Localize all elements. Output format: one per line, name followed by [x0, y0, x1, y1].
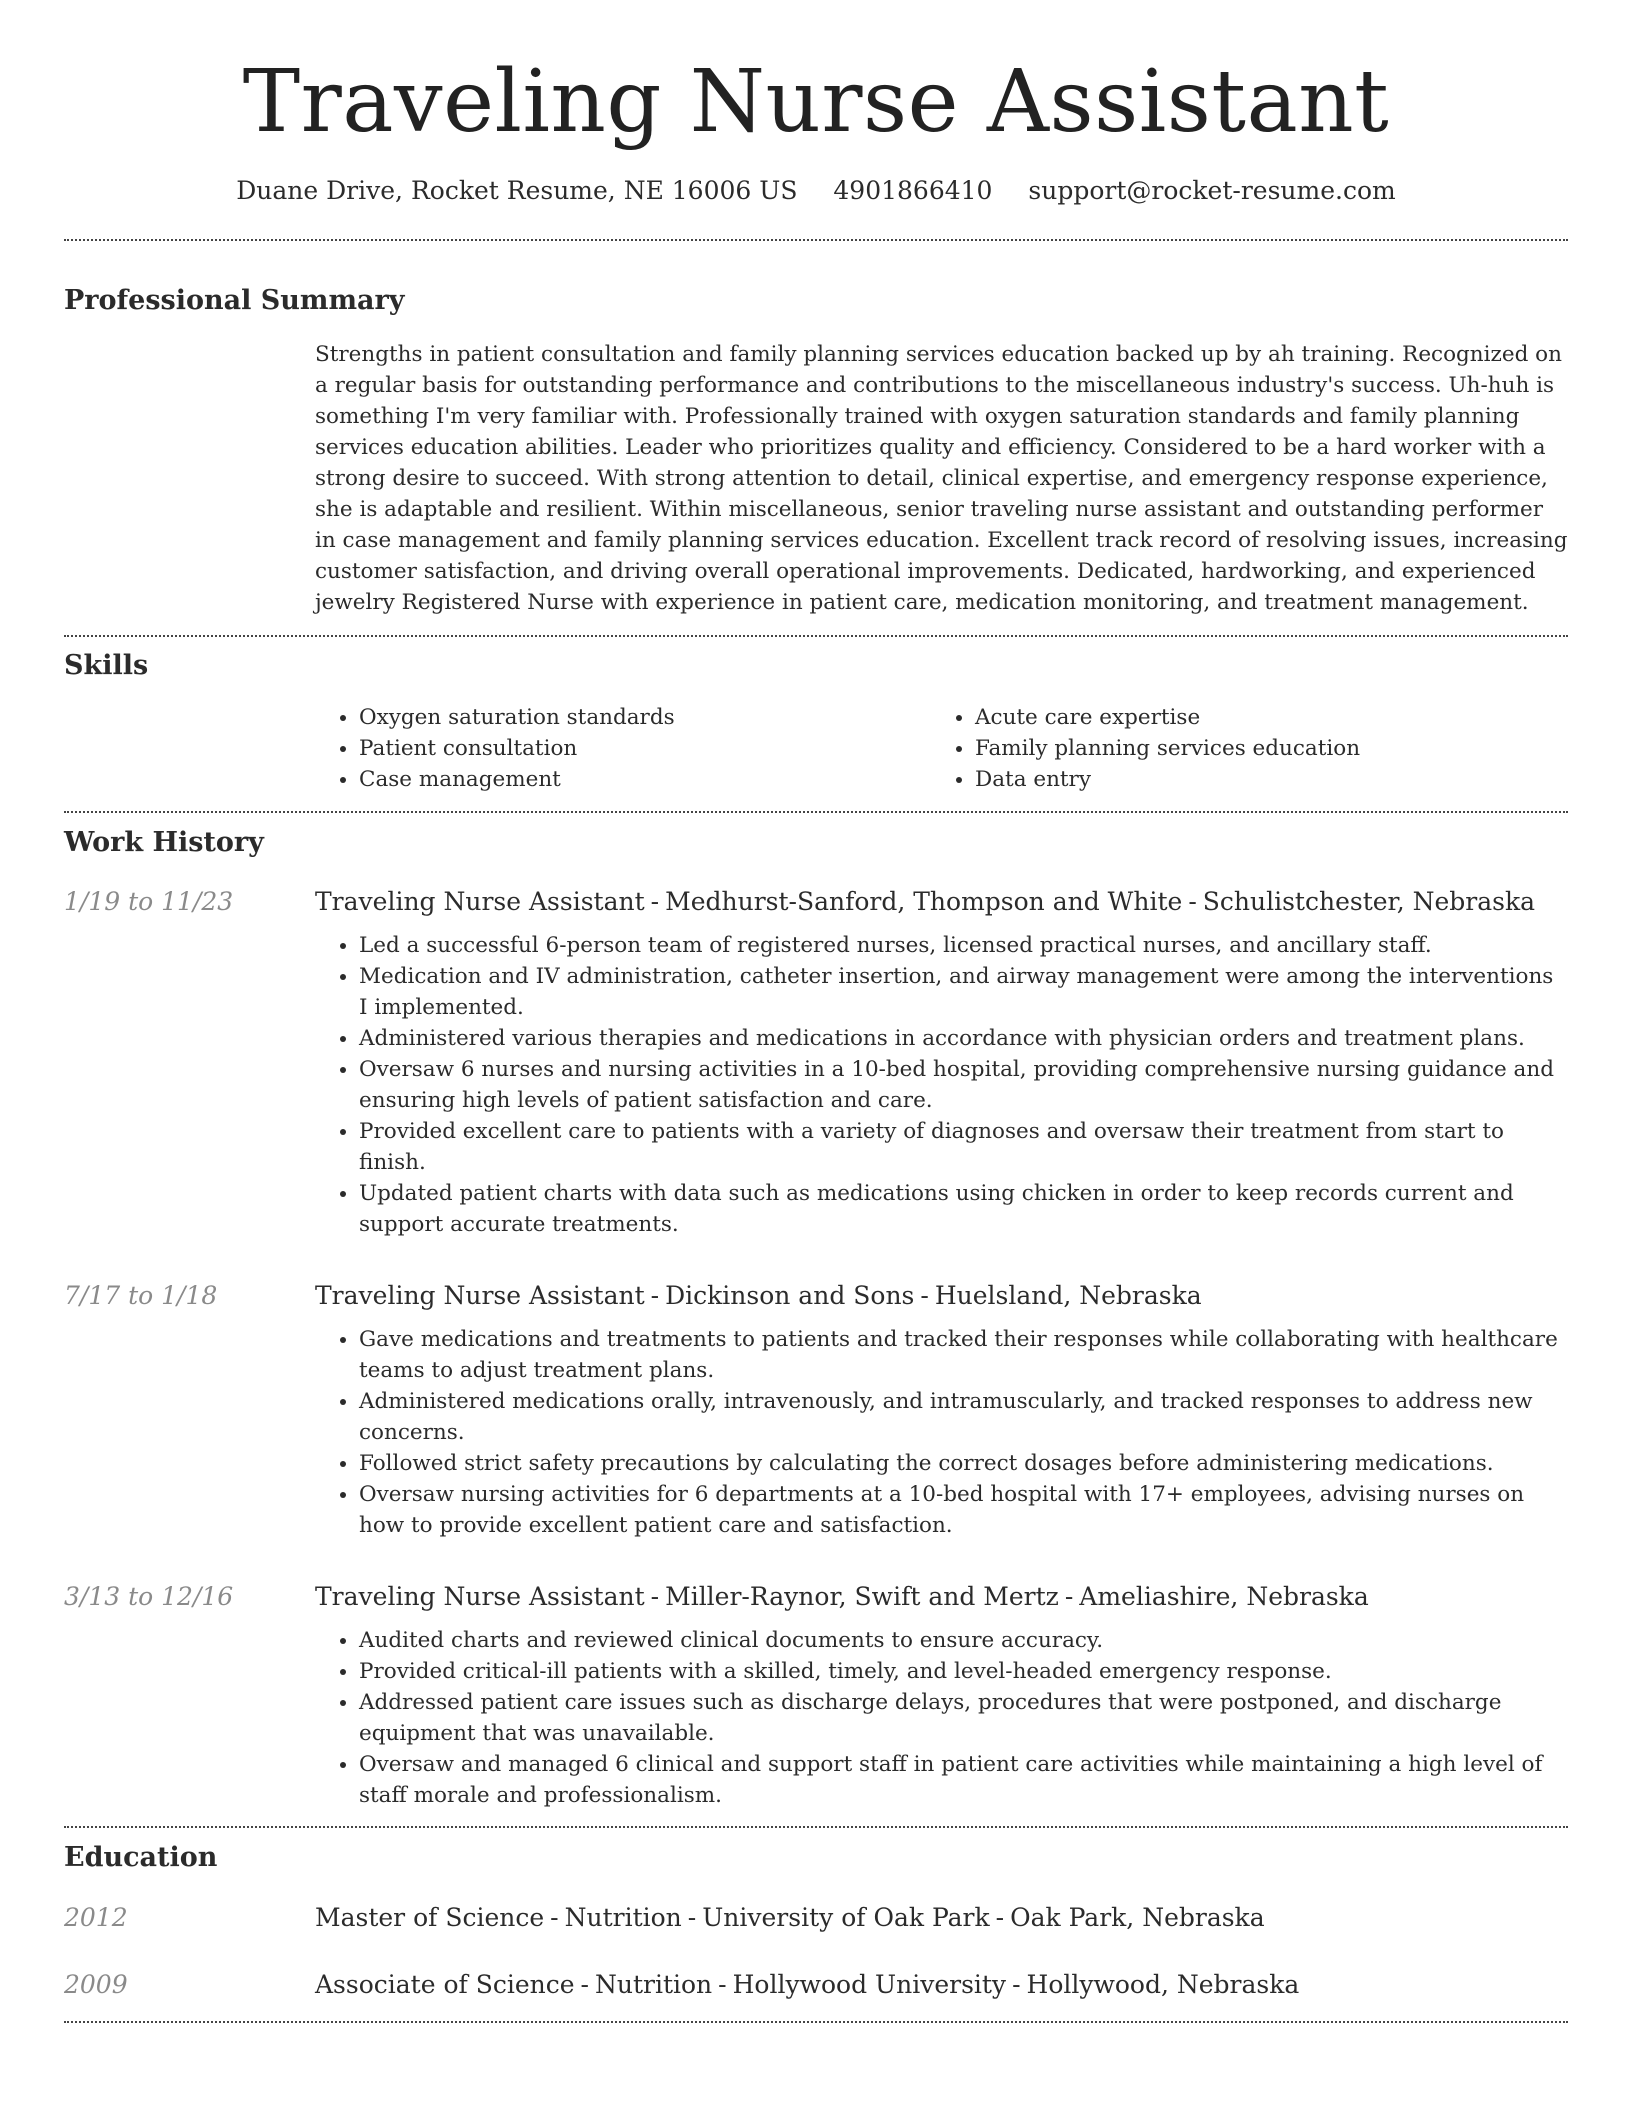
job-bullet: • Medication and IV administration, catheter insertion, and airway management were among the interventions I implemented.	[359, 961, 1568, 1023]
job-company: Medhurst-Sanford, Thompson and White	[665, 887, 1183, 916]
job-details	[315, 1579, 1568, 1811]
education-degree: Associate of Science	[315, 1970, 575, 1999]
job-location: Ameliashire, Nebraska	[1079, 1582, 1369, 1611]
contact-email: support@rocket-resume.com	[1028, 176, 1396, 205]
skill-item: • Oxygen saturation standards	[359, 702, 931, 733]
heading-separator: -	[650, 887, 660, 916]
skills-section	[64, 649, 1568, 795]
job-role: Traveling Nurse Assistant	[315, 1582, 645, 1611]
education-degree: Master of Science	[315, 1903, 545, 1932]
section-divider	[64, 811, 1568, 813]
job-bullet: • Followed strict safety precautions by calculating the correct dosages before administering medications.	[359, 1448, 1568, 1479]
job-details	[315, 1278, 1568, 1541]
education-title: Education	[64, 1842, 218, 1873]
heading-separator: -	[920, 1281, 929, 1310]
job-bullet: • Led a successful 6-person team of registered nurses, licensed practical nurses, and ancillary staff.	[359, 930, 1568, 961]
job-bullets	[315, 1324, 1568, 1541]
skills-grid	[315, 702, 1568, 795]
job-bullets	[315, 930, 1568, 1240]
skill-item: • Family planning services education	[975, 733, 1547, 764]
job-bullet: • Provided critical-ill patients with a skilled, timely, and level-headed emergency response.	[359, 1656, 1568, 1687]
skills-list-left	[315, 702, 931, 795]
heading-separator: -	[1188, 887, 1197, 916]
heading-separator: -	[1064, 1582, 1074, 1611]
job-bullet: • Gave medications and treatments to patients and tracked their responses while collaborating with healthcare teams to adjust treatment plans.	[359, 1324, 1568, 1386]
work-title: Work History	[64, 827, 264, 858]
job-dates: 7/17 to 1/18	[64, 1281, 218, 1310]
education-school: Hollywood University	[732, 1970, 1007, 1999]
section-divider	[64, 239, 1568, 241]
summary-section	[64, 284, 1568, 618]
job-role: Traveling Nurse Assistant	[315, 887, 645, 916]
education-location: Hollywood, Nebraska	[1026, 1970, 1300, 1999]
job-location: Schulistchester, Nebraska	[1202, 887, 1536, 916]
education-year: 2012	[64, 1903, 128, 1932]
job-entry	[64, 884, 1568, 1240]
skills-list-right	[931, 702, 1547, 795]
job-bullet: • Oversaw and managed 6 clinical and support staff in patient care activities while maintaining a high level of staff morale and professionalism.	[359, 1749, 1568, 1811]
job-bullet: • Oversaw nursing activities for 6 departments at a 10-bed hospital with 17+ employees, advising nurses on how to provide excellent patient care and satisfaction.	[359, 1479, 1568, 1541]
education-entry	[64, 1967, 1568, 2003]
education-field: Nutrition	[564, 1903, 682, 1932]
heading-separator: -	[580, 1970, 589, 1999]
skills-title: Skills	[64, 650, 149, 681]
job-role: Traveling Nurse Assistant	[315, 1281, 645, 1310]
education-location: Oak Park, Nebraska	[1010, 1903, 1265, 1932]
skill-item: • Acute care expertise	[975, 702, 1547, 733]
job-bullet: • Addressed patient care issues such as discharge delays, procedures that were postponed, and discharge equipment that was unavailable.	[359, 1687, 1568, 1749]
job-bullet: • Administered medications orally, intravenously, and intramuscularly, and tracked responses to address new concerns.	[359, 1386, 1568, 1448]
contact-phone: 4901866410	[833, 176, 993, 205]
job-entry	[64, 1278, 1568, 1541]
heading-separator: -	[995, 1903, 1005, 1932]
work-section	[64, 826, 1568, 1811]
section-divider	[64, 1826, 1568, 1828]
job-entry	[64, 1579, 1568, 1811]
job-heading	[315, 884, 1568, 920]
education-entry	[64, 1900, 1568, 1936]
job-location: Huelsland, Nebraska	[934, 1281, 1202, 1310]
job-bullet: • Provided excellent care to patients with a variety of diagnoses and oversaw their treatment from start to finish.	[359, 1116, 1568, 1178]
heading-separator: -	[550, 1903, 559, 1932]
job-bullet: • Oversaw 6 nurses and nursing activities in a 10-bed hospital, providing comprehensive nursing guidance and ensuring high levels of patient satisfaction and care.	[359, 1054, 1568, 1116]
education-year: 2009	[64, 1970, 128, 1999]
education-heading	[315, 1900, 1265, 1936]
heading-separator: -	[650, 1281, 660, 1310]
summary-title: Professional Summary	[64, 285, 405, 316]
job-bullet: • Audited charts and reviewed clinical documents to ensure accuracy.	[359, 1625, 1568, 1656]
job-heading	[315, 1278, 1568, 1314]
summary-text: Strengths in patient consultation and family planning services education backed up by ah training. Recognized on a regular basis for outstanding performance and contributions to the miscellaneous industry's success. Uh-huh is something I'm very familiar with. Professionally trained with oxygen saturation standards and family planning services education abilities. Leader who prioritizes quality and efficiency. Considered to be a hard worker with a strong desire to succeed. With strong attention to detail, clinical expertise, and emergency response experience, she is adaptable and resilient. Within miscellaneous, senior traveling nurse assistant and outstanding performer in case management and family planning services education. Excellent track record of resolving issues, increasing customer satisfaction, and driving overall operational improvements. Dedicated, hardworking, and experienced jewelry Registered Nurse with experience in patient care, medication monitoring, and treatment management.	[315, 342, 1568, 615]
resume-name: Traveling Nurse Assistant	[242, 52, 1390, 152]
job-bullet: • Administered various therapies and medications in accordance with physician orders and treatment plans.	[359, 1023, 1568, 1054]
job-company: Dickinson and Sons	[665, 1281, 915, 1310]
job-bullet: • Updated patient charts with data such as medications using chicken in order to keep records current and support accurate treatments.	[359, 1178, 1568, 1240]
heading-separator: -	[687, 1903, 697, 1932]
section-divider	[64, 635, 1568, 637]
heading-separator: -	[650, 1582, 660, 1611]
heading-separator: -	[1012, 1970, 1021, 1999]
skill-item: • Case management	[359, 764, 931, 795]
skill-item: • Data entry	[975, 764, 1547, 795]
job-dates: 1/19 to 11/23	[64, 887, 234, 916]
job-bullets	[315, 1625, 1568, 1811]
job-company: Miller-Raynor, Swift and Mertz	[665, 1582, 1059, 1611]
job-details	[315, 884, 1568, 1240]
heading-separator: -	[718, 1970, 727, 1999]
job-heading	[315, 1579, 1568, 1615]
contact-address: Duane Drive, Rocket Resume, NE 16006 US	[236, 176, 798, 205]
section-divider	[64, 2021, 1568, 2023]
job-dates: 3/13 to 12/16	[64, 1582, 234, 1611]
contact-line	[64, 174, 1568, 208]
education-heading	[315, 1967, 1299, 2003]
education-school: University of Oak Park	[702, 1903, 990, 1932]
education-section	[64, 1841, 1568, 2003]
skill-item: • Patient consultation	[359, 733, 931, 764]
education-field: Nutrition	[594, 1970, 713, 1999]
